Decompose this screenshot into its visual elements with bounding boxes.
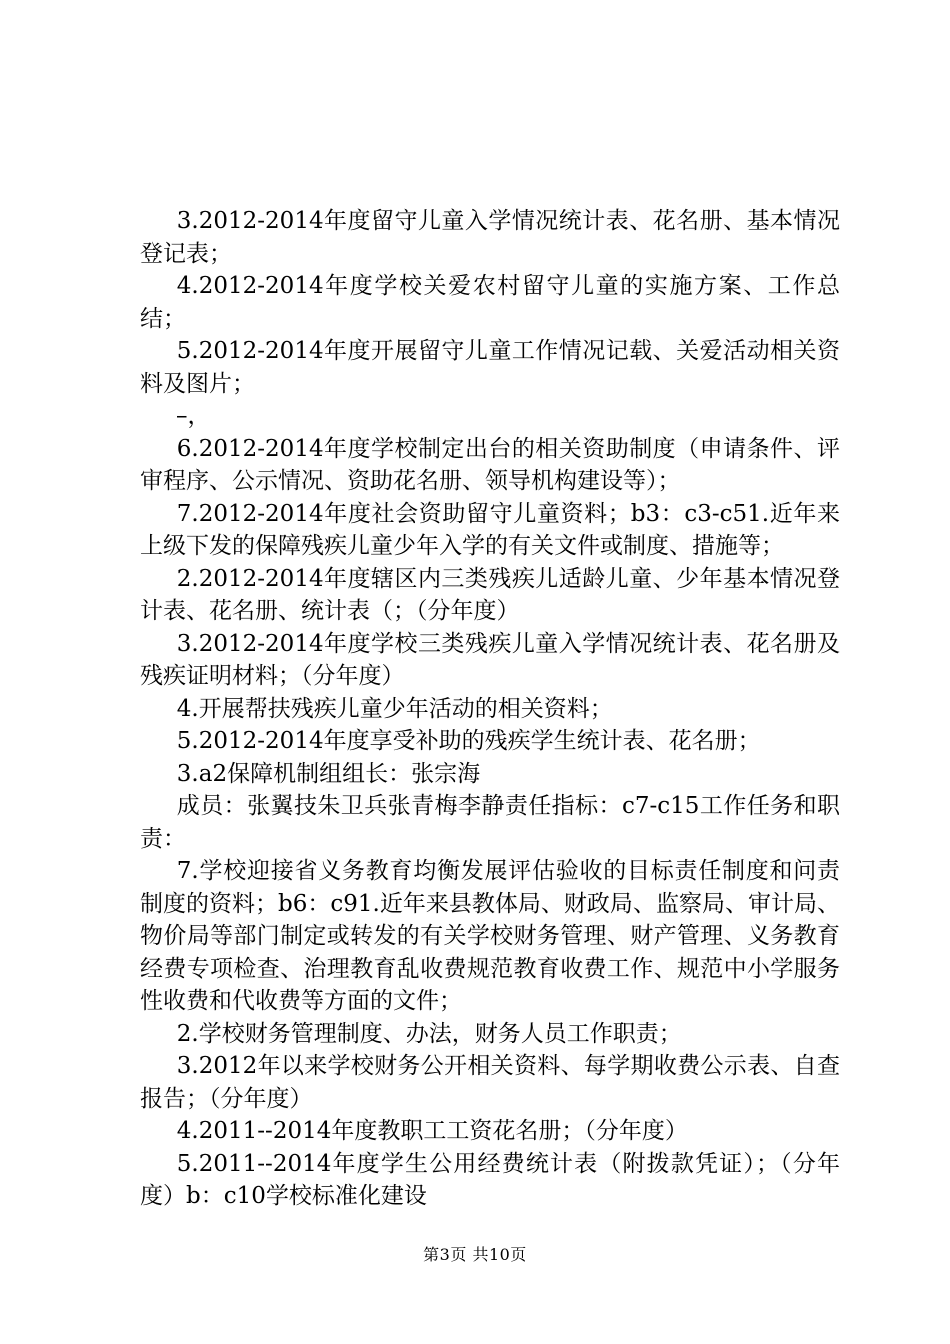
paragraph: 4.开展帮扶残疾儿童少年活动的相关资料； — [176, 695, 613, 722]
paragraph: 5.2012-2014年度开展留守儿童工作情况记载、关爱活动相关资料及图片； — [140, 338, 840, 397]
paragraph: 6.2012-2014年度学校制定出台的相关资助制度（申请条件、评审程序、公示情况、资助花名册、领导机构建设等）； — [140, 435, 840, 494]
paragraph: 3.2012-2014年度留守儿童入学情况统计表、花名册、基本情况登记表； — [140, 208, 840, 267]
paragraph: 2.学校财务管理制度、办法，财务人员工作职责； — [176, 1020, 682, 1047]
paragraph: 7.2012-2014年度社会资助留守儿童资料；b3：c3-c51.近年来上级下发的保障残疾儿童少年入学的有关文件或制度、措施等； — [140, 500, 840, 559]
document-body — [140, 205, 840, 1213]
paragraph: 3.a2保障机制组组长：张宗海 — [176, 760, 481, 787]
paragraph: 3.2012-2014年度学校三类残疾儿童入学情况统计表、花名册及残疾证明材料；（分年度） — [140, 630, 840, 689]
paragraph: 4.2012-2014年度学校关爱农村留守儿童的实施方案、工作总结； — [140, 273, 840, 332]
paragraph: 5.2011--2014年度学生公用经费统计表（附拨款凭证）；（分年度）b：c10学校标准化建设 — [140, 1150, 840, 1209]
paragraph: 5.2012-2014年度享受补助的残疾学生统计表、花名册； — [176, 728, 761, 754]
paragraph: 3.2012年以来学校财务公开相关资料、每学期收费公示表、自查报告；（分年度） — [140, 1053, 840, 1112]
paragraph: 成员：张翼技朱卫兵张青梅李静责任指标：c7-c15工作任务和职责： — [140, 793, 840, 852]
paragraph: 2.2012-2014年度辖区内三类残疾儿适龄儿童、少年基本情况登计表、花名册、统计表（；（分年度） — [140, 565, 840, 624]
dash-line: –， — [176, 403, 211, 429]
page-number-footer: 第3页 共10页 — [423, 1245, 527, 1264]
paragraph: 4.2011--2014年度教职工工资花名册；（分年度） — [176, 1118, 688, 1144]
paragraph: 7.学校迎接省义务教育均衡发展评估验收的目标责任制度和问责制度的资料；b6：c91.近年来县教体局、财政局、监察局、审计局、物价局等部门制定或转发的有关学校财务管理、财产管理、义务教育经费专项检查、治理教育乱收费规范教育收费工作、规范中小学服务性收费和代收费等方面的文件； — [140, 858, 840, 1014]
